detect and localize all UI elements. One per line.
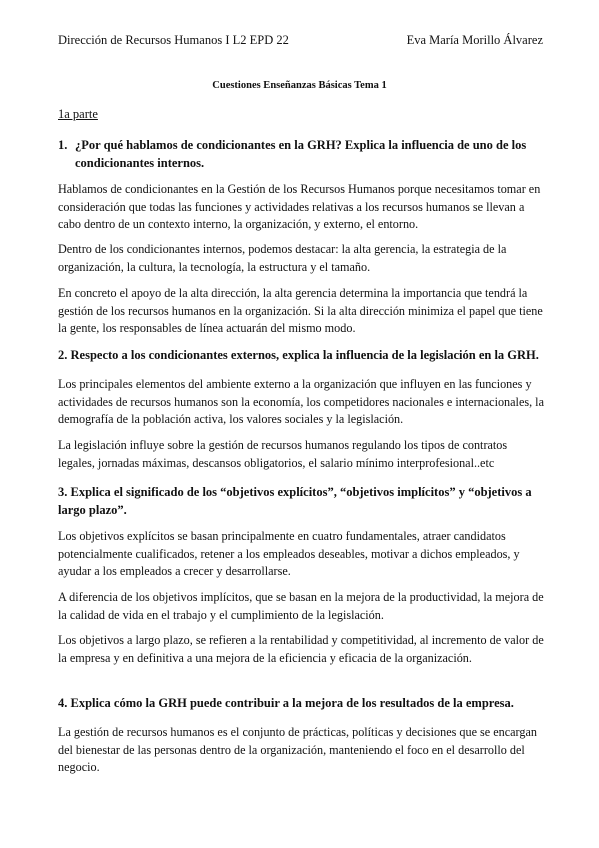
question-1-text: ¿Por qué hablamos de condicionantes en la GRH? Explica la influencia de uno de los condicionantes internos. <box>75 138 527 170</box>
question-2-heading: 2. Respecto a los condicionantes externos, explica la influencia de la legislación en la GRH. <box>58 348 539 362</box>
question-3-paragraph-3: Los objetivos a largo plazo, se refieren a la rentabilidad y competitividad, al incremento de valor de la empresa y en definitiva a una mejora de la eficiencia y eficacia de la organización. <box>58 633 544 665</box>
header-course: Dirección de Recursos Humanos I L2 EPD 22 <box>58 33 289 47</box>
question-4-heading: 4. Explica cómo la GRH puede contribuir a la mejora de los resultados de la empresa. <box>58 696 514 710</box>
question-1-heading <box>58 136 548 172</box>
question-3-paragraph-2: A diferencia de los objetivos implícitos, que se basan en la mejora de la productividad, la mejora de la calidad de vida en el trabajo y el cumplimiento de la legislación. <box>58 590 544 622</box>
document-title: Cuestiones Enseñanzas Básicas Tema 1 <box>212 80 387 91</box>
part-heading: 1a parte <box>58 107 98 121</box>
question-4-paragraph-1: La gestión de recursos humanos es el conjunto de prácticas, políticas y decisiones que se encargan del bienestar de las personas dentro de la organización, manteniendo el foco en el desarrollo del negocio. <box>58 725 537 774</box>
question-3-heading: 3. Explica el significado de los “objetivos explícitos”, “objetivos implícitos” y “objetivos a largo plazo”. <box>58 485 532 517</box>
question-1-paragraph-1: Hablamos de condicionantes en la Gestión de los Recursos Humanos porque necesitamos tomar en consideración que todas las funciones y actividades relativas a los recursos humanos se llevan a cabo dentro de un contexto interno, la organización, y externo, el entorno. <box>58 182 541 231</box>
question-1-number: 1. <box>58 138 68 152</box>
question-2-paragraph-2: La legislación influye sobre la gestión de recursos humanos regulando los tipos de contratos legales, jornadas máximas, descansos obligatorios, el salario mínimo interprofesional..etc <box>58 438 508 470</box>
header-author: Eva María Morillo Álvarez <box>406 33 543 47</box>
question-3-paragraph-1: Los objetivos explícitos se basan principalmente en cuatro fundamentales, atraer candidatos potencialmente cualificados, retener a los empleados deseables, motivar a dichos empleados, y ayudar a los empleados a crecer y desarrollarse. <box>58 529 520 578</box>
question-1-paragraph-3: En concreto el apoyo de la alta dirección, la alta gerencia determina la importancia que tendrá la gestión de los recursos humanos en la organización. Si la alta dirección minimiza el papel que tiene la gente, los responsables de línea actuarán del mismo modo. <box>58 286 543 335</box>
question-2-paragraph-1: Los principales elementos del ambiente externo a la organización que influyen en las funciones y actividades de recursos humanos son la economía, los competidores nacionales e internacionales, la demografía de la población activa, los valores sociales y la legislación. <box>58 377 544 426</box>
question-1-paragraph-2: Dentro de los condicionantes internos, podemos destacar: la alta gerencia, la estrategia de la organización, la cultura, la tecnología, la estructura y el tamaño. <box>58 242 507 274</box>
